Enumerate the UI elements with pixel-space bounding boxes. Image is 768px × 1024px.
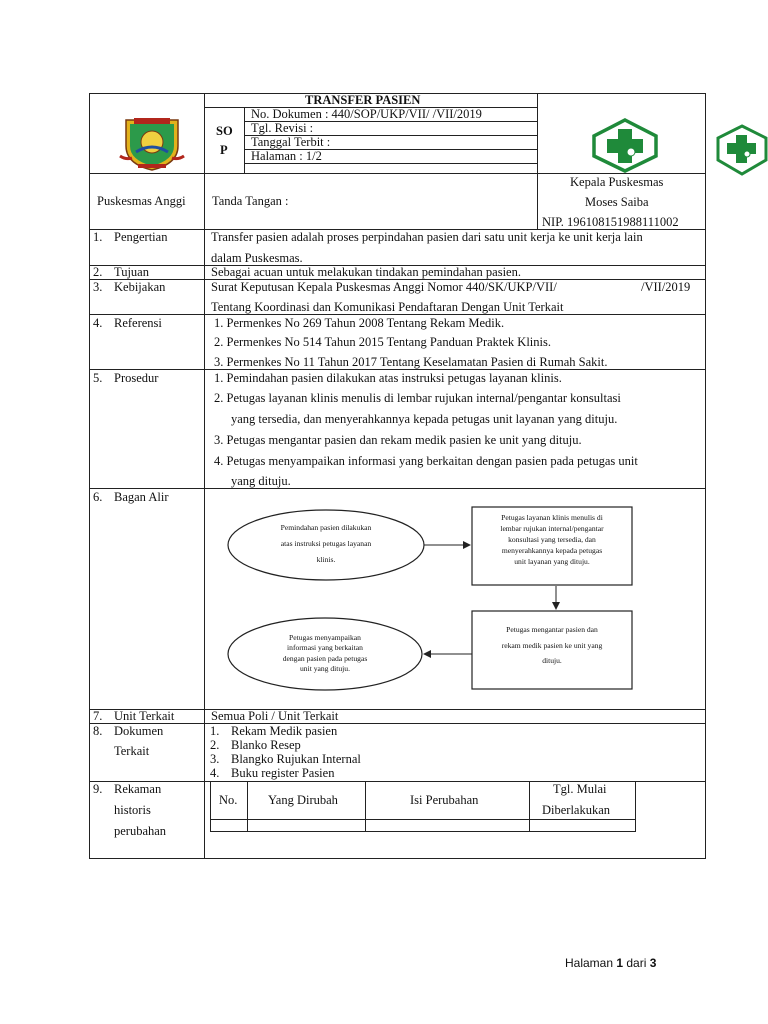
section-1-text-line1: Transfer pasien adalah proses perpindahan pasien dari satu unit kerja ke unit kerja lain [211, 230, 643, 244]
revision-date: Tgl. Revisi : [251, 121, 314, 135]
head-title: Kepala Puskesmas [570, 175, 664, 189]
section-6-number: 6. [93, 490, 103, 504]
flow-node-1-text: klinis. [316, 555, 336, 564]
document-item-number: 4. [210, 766, 220, 780]
document-number: No. Dokumen : 440/SOP/UKP/VII/ /VII/2019 [251, 107, 482, 121]
section-3-text-line2: Tentang Koordinasi dan Komunikasi Pendaftaran Dengan Unit Terkait [211, 300, 564, 314]
flow-node-3-text: Petugas mengantar pasien dan [506, 625, 598, 634]
document-item: Blangko Rujukan Internal [231, 752, 361, 766]
revision-table-header: No. [219, 793, 238, 807]
footer-prefix: Halaman [565, 956, 617, 970]
flow-node-4-text: Petugas menyampaikan [289, 633, 361, 642]
section-8-label: Dokumen [114, 724, 164, 738]
organization-name: Puskesmas Anggi [97, 194, 186, 208]
procedure-item-continuation: yang tersedia, dan menyerahkannya kepada petugas unit layanan yang dituju. [231, 412, 618, 426]
procedure-item: 4. Petugas menyampaikan informasi yang berkaitan dengan pasien pada petugas unit [214, 454, 638, 468]
page-footer [565, 956, 656, 970]
section-3-number: 3. [93, 280, 103, 294]
footer-current-page: 1 [616, 956, 624, 970]
section-3-text-line1: Surat Keputusan Kepala Puskesmas Anggi Nomor 440/SK/UKP/VII/ [211, 280, 557, 294]
publish-date: Tanggal Terbit : [251, 135, 331, 149]
flow-node-1-text: Pemindahan pasien dilakukan [280, 523, 372, 532]
section-8-number: 8. [93, 724, 103, 738]
footer-mid: dari [623, 956, 650, 970]
section-7-label: Unit Terkait [114, 709, 175, 723]
document-item: Rekam Medik pasien [231, 724, 338, 738]
section-3-label: Kebijakan [114, 280, 166, 294]
document-item: Buku register Pasien [231, 766, 335, 780]
section-8-label-line2: Terkait [114, 744, 150, 758]
revision-table-header: Yang Dirubah [268, 793, 338, 807]
section-1-number: 1. [93, 230, 103, 244]
flow-node-4-text: dengan pasien pada petugas [282, 654, 368, 663]
procedure-item: 3. Petugas mengantar pasien dan rekam medik pasien ke unit yang dituju. [214, 433, 582, 447]
flow-node-2-text: menyerahkannya kepada petugas [501, 546, 603, 555]
revision-table-header: Isi Perubahan [410, 793, 479, 807]
document-item-number: 1. [210, 724, 220, 738]
flow-node-2-text: unit layanan yang dituju. [514, 557, 590, 566]
flow-node-2-text: konsultasi yang tersedia, dan [508, 535, 596, 544]
section-5-number: 5. [93, 371, 103, 385]
section-7-number: 7. [93, 709, 103, 723]
document-item-number: 3. [210, 752, 220, 766]
signature-label: Tanda Tangan : [212, 194, 289, 208]
flow-node-4-text: unit yang dituju. [300, 664, 350, 673]
document-item-number: 2. [210, 738, 220, 752]
revision-table-header: Diberlakukan [542, 803, 611, 817]
section-5-label: Prosedur [114, 371, 159, 385]
revision-table-header: Tgl. Mulai [553, 782, 607, 796]
section-3-text-year: /VII/2019 [641, 280, 691, 294]
section-2-label: Tujuan [114, 265, 149, 279]
reference-item: 3. Permenkes No 11 Tahun 2017 Tentang Keselamatan Pasien di Rumah Sakit. [214, 355, 608, 369]
procedure-item-continuation: yang dituju. [231, 474, 291, 488]
reference-item: 2. Permenkes No 514 Tahun 2015 Tentang Panduan Praktek Klinis. [214, 335, 551, 349]
procedure-item: 1. Pemindahan pasien dilakukan atas instruksi petugas layanan klinis. [214, 371, 562, 385]
section-9-label-line2: historis [114, 803, 151, 817]
document-title: TRANSFER PASIEN [305, 93, 421, 107]
flow-node-3-text: rekam medik pasien ke unit yang [501, 641, 603, 650]
footer-total-pages: 3 [649, 956, 657, 970]
head-name: Moses Saiba [585, 195, 649, 209]
flow-node-2-text: lembar rujukan internal/pengantar [500, 524, 604, 533]
flow-node-2-text: Petugas layanan klinis menulis di [501, 513, 603, 522]
section-9-number: 9. [93, 782, 103, 796]
flow-node-4-text: informasi yang berkaitan [287, 643, 363, 652]
section-9-label: Rekaman [114, 782, 162, 796]
document-item: Blanko Resep [231, 738, 301, 752]
section-4-label: Referensi [114, 316, 162, 330]
procedure-item: 2. Petugas layanan klinis menulis di lembar rujukan internal/pengantar konsultasi [214, 391, 621, 405]
section-9-label-line3: perubahan [114, 824, 167, 838]
section-7-text: Semua Poli / Unit Terkait [211, 709, 339, 723]
flow-node-1-text: atas instruksi petugas layanan [280, 539, 372, 548]
sop-label-line2: P [220, 143, 228, 157]
reference-item: 1. Permenkes No 269 Tahun 2008 Tentang Rekam Medik. [214, 316, 505, 330]
section-1-label: Pengertian [114, 230, 168, 244]
sop-label-line1: SO [216, 124, 233, 138]
head-nip: NIP. 196108151988111002 [542, 215, 679, 229]
section-2-text: Sebagai acuan untuk melakukan tindakan pemindahan pasien. [211, 265, 521, 279]
page-count: Halaman : 1/2 [251, 149, 322, 163]
section-6-label: Bagan Alir [114, 490, 169, 504]
flow-node-3-text: dituju. [542, 656, 562, 665]
section-4-number: 4. [93, 316, 103, 330]
section-2-number: 2. [93, 265, 103, 279]
section-1-text-line2: dalam Puskesmas. [211, 251, 303, 265]
